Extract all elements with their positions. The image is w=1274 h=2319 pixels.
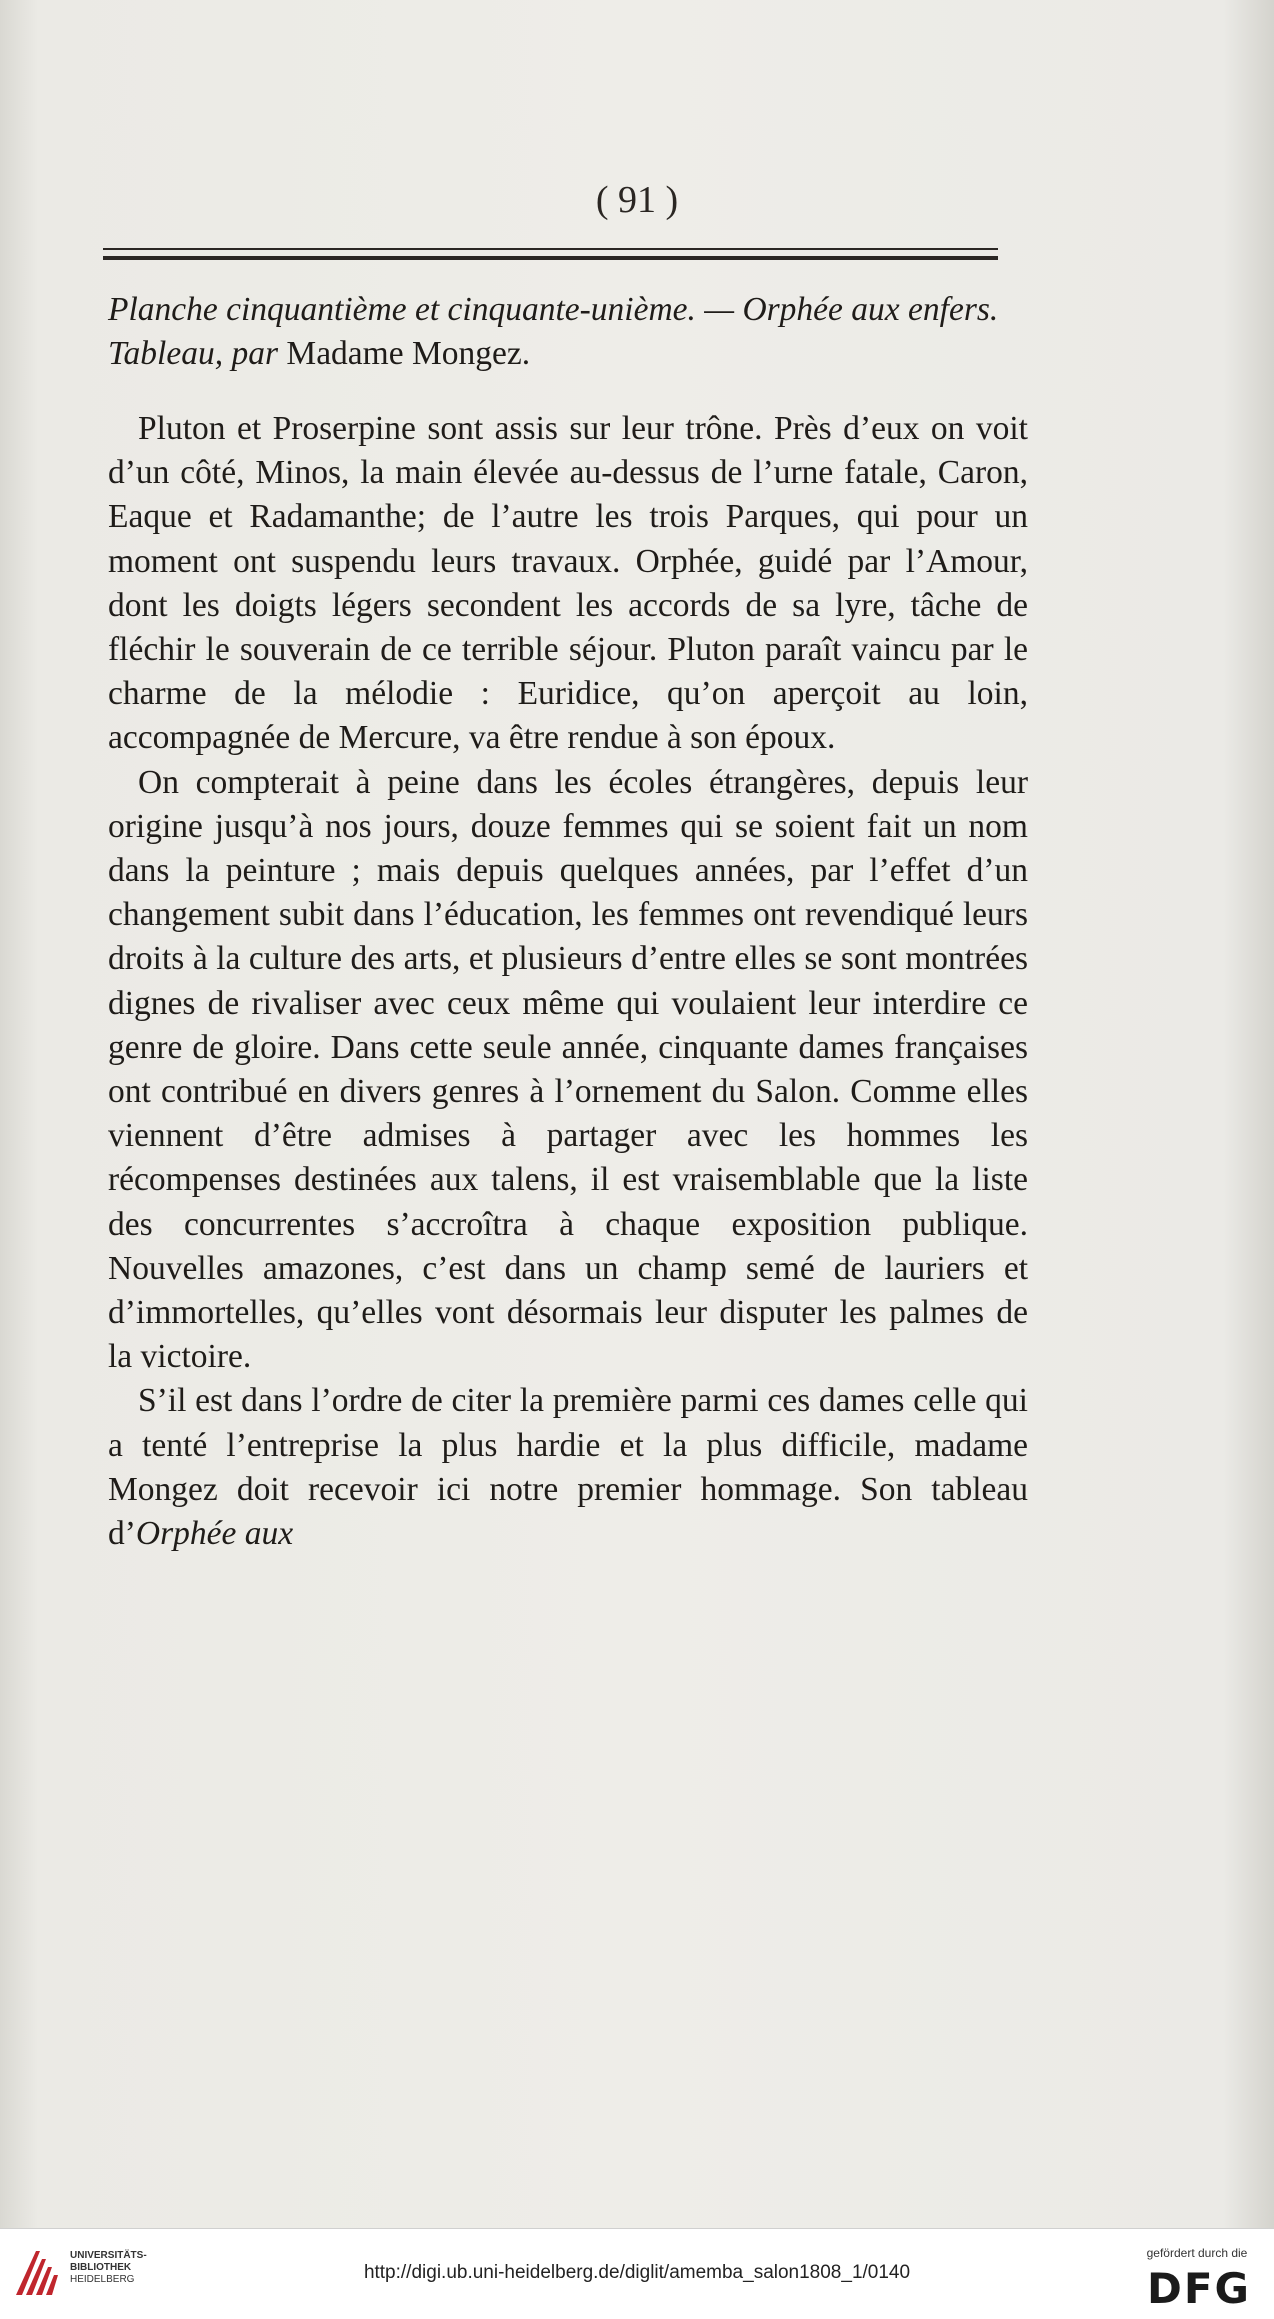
paragraph-mongez: [108, 1379, 1028, 1556]
paragraph-description: Pluton et Proserpine sont assis sur leur trône. Près d’eux on voit d’un côté, Minos, la main élevée au-dessus de l’urne fatale, Caron, Eaque et Radamanthe; de l’autre les trois Parques, qui pour un moment ont suspendu leurs travaux. Orphée, guidé par l’Amour, dont les doigts légers secondent les accords de sa lyre, tâche de fléchir le souverain de ce terrible séjour. Pluton paraît vaincu par le charme de la mélodie : Euridice, qu’on aperçoit au loin, accompagnée de Mercure, va être rendue à son époux.: [108, 410, 1028, 757]
paragraph-women-painters: On compterait à peine dans les écoles étrangères, depuis leur origine jusqu’à nos jours, douze femmes qui se soient fait un nom dans la peinture ; mais depuis quelques années, par l’effet d’un changement subit dans l’éducation, les femmes ont revendiqué leurs droits à la culture des arts, et plusieurs d’entre elles se sont montrées dignes de rivaliser avec ceux même qui voulaient leur interdire ce genre de gloire. Dans cette seule année, cinquante dames françaises ont contribué en divers genres à l’ornement du Salon. Comme elles viennent d’être admises à partager avec les hommes les récompenses destinées aux talens, il est vraisemblable que la liste des concurrentes s’accroîtra à chaque exposition publique. Nouvelles amazones, c’est dans un champ semé de lauriers et d’immortelles, qu’elles vont désormais leur disputer les palmes de la victoire.: [108, 763, 1028, 1376]
body-text: [108, 407, 1028, 1556]
library-name-line3: HEIDELBERG: [70, 2274, 135, 2285]
page-number: ( 91 ): [595, 179, 679, 221]
plate-heading: [108, 288, 1028, 376]
plate-heading-italic: Planche cinquantième et cinquante-unième. — Orphée aux enfers. Tableau, par: [108, 291, 999, 373]
library-name-line2: BIBLIOTHEK: [70, 2262, 132, 2273]
permalink-url[interactable]: http://digi.ub.uni-heidelberg.de/diglit/amemba_salon1808_1/0140: [363, 2262, 911, 2283]
paragraph-mongez-text: S’il est dans l’ordre de citer la première parmi ces dames celle qui a tenté l’entreprise la plus hardie et la plus difficile, madame Mongez doit recevoir ici notre premier hommage. Son tableau d’: [108, 1382, 1028, 1553]
paragraph-mongez-italic: Orphée aux: [135, 1515, 294, 1553]
funded-by-label: gefördert durch die: [1146, 2246, 1248, 2260]
header-rule-thin: [103, 248, 998, 250]
dfg-logo: DFG: [1146, 2264, 1252, 2313]
plate-heading-artist: Madame Mongez.: [286, 335, 531, 373]
library-name-line1: UNIVERSITÄTS-: [70, 2250, 147, 2261]
header-rule-thick: [103, 256, 998, 260]
